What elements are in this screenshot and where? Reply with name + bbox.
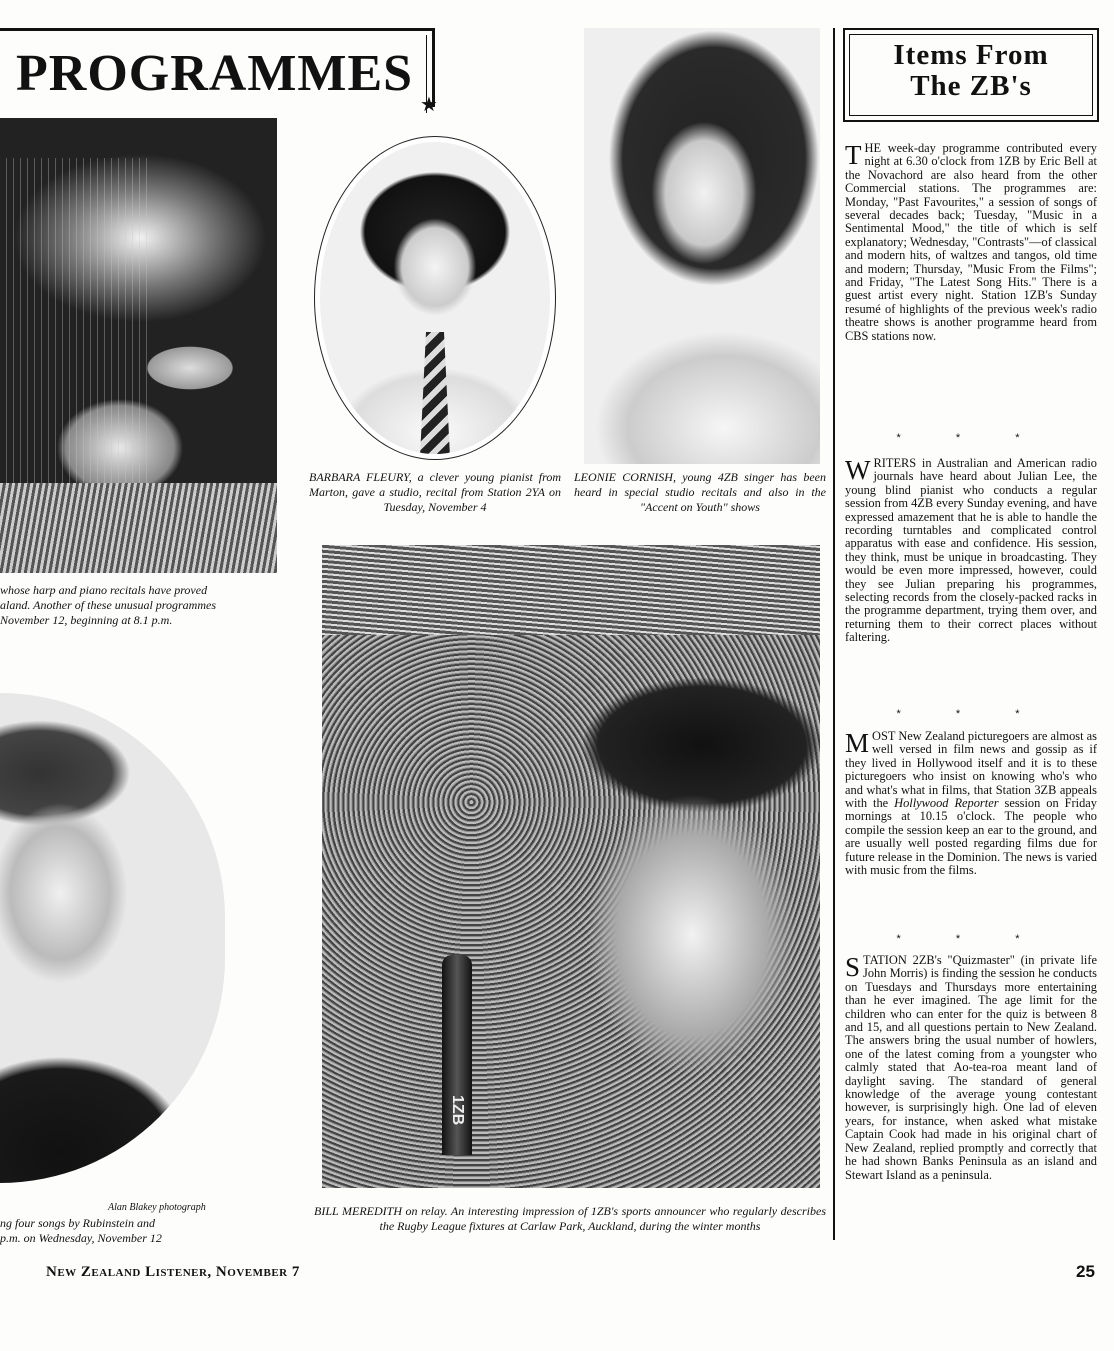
- barbara-caption: BARBARA FLEURY, a clever young pianist from Marton, gave a studio, recital from Station 2YA on Tuesday, November 4: [309, 470, 561, 514]
- grandstand: [322, 545, 820, 635]
- harp-caption-line: November 12, beginning at 8.1 p.m.: [0, 613, 173, 627]
- drop-cap: S: [845, 952, 861, 982]
- column-item: [845, 954, 1097, 1182]
- column-title-line2: The ZB's: [910, 70, 1032, 102]
- separator-stars: * * *: [896, 432, 1046, 444]
- bill-meredith-crowd-photo: [322, 545, 820, 1188]
- column-item-body: RITERS in Australian and American radio journals have heard about Julian Lee, the young blind pianist who conducts a regular session from 4ZB every Sunday evening, and have expressed amazement that he is able to handle the recording turntables and complicated control apparatus with ease and confidence. His session, they think, must be unique in broadcasting. They would be even more impressed, however, could they see Julian preparing his programmes, selecting records from the closely-packed racks in the programme department, trying them over, and returning them to their correct places without faltering.: [845, 456, 1097, 645]
- column-item-body: HE week-day programme contributed every night at 6.30 o'clock from 1ZB by Eric Bell at the Novachord are also heard from the other Commercial stations. The programmes are: Monday, "Past Favourites," a session of songs of several decades back; Tuesday, "Music in a Sentimental Mood," the title of which is self explanatory; Wednesday, "Contrasts"—of classical and modern hits, of waltzes and tangos, old time and modern; Thursday, "Music From the Films"; and Friday, "The Latest Song Hits." There is a guest artist every night. Station 1ZB's Sunday resumé of highlights of the previous week's radio theatre shows is another programme heard from CBS stations now.: [845, 141, 1097, 343]
- page-number: 25: [1076, 1262, 1095, 1281]
- column-title-line1: Items From: [893, 39, 1049, 71]
- harp-strings: [0, 158, 150, 508]
- drop-cap: M: [845, 728, 870, 758]
- column-item-body: TATION 2ZB's "Quizmaster" (in private life John Morris) is finding the session he conducts on Tuesdays and Thursdays more entertaining than he ever imagined. The age limit for the children who can enter for the quiz is between 8 and 15, and all questions pertain to New Zealand. The answers bring the usual number of howlers, one of the latest coming from a youngster who calmly stated that Ao-tea-roa meant land of daylight saving. The standard of general knowledge of the average young contestant however, is surprisingly high. One lad of eleven years, for instance, when asked what mistake Captain Cook had made in his original chart of New Zealand, replied promptly and correctly that he had shown Banks Peninsula as an island and Stewart Island as a peninsula.: [845, 953, 1097, 1182]
- stage-floor: [0, 483, 277, 573]
- column-item-text: [845, 457, 1097, 645]
- column-title: [849, 40, 1093, 102]
- column-item: [845, 142, 1097, 343]
- column-item-text: [845, 142, 1097, 343]
- column-item: [845, 457, 1097, 645]
- photo-credit: Alan Blakey photograph: [108, 1202, 206, 1213]
- separator-stars: * * *: [896, 933, 1046, 945]
- singer-caption: [0, 1216, 240, 1246]
- singer-portrait-photo: [0, 693, 225, 1183]
- column-item-text: [845, 954, 1097, 1182]
- harp-caption-line: whose harp and piano recitals have proved: [0, 583, 208, 597]
- leonie-cornish-photo: [584, 28, 820, 464]
- column-item-body: session on Friday mornings at 10.15 o'clock. The people who compile the session keep an ear to the ground, and are usually well posted regarding films due for future release in the Dominion. The news is varied with music from the films.: [845, 796, 1097, 878]
- column-item: [845, 730, 1097, 877]
- striped-tie: [420, 332, 450, 454]
- show-title: Hollywood Reporter: [894, 796, 999, 811]
- column-item-body: OST New Zealand picturegoers are almost as well versed in film news and gossip as if they lived in Hollywood itself and it is to these picturegoers who insist on knowing who's who and what's what in films, that Station 3ZB appeals with the: [845, 729, 1097, 811]
- harp-caption: [0, 583, 277, 628]
- column-rule: [833, 28, 835, 1240]
- harpist-photo: [0, 118, 277, 573]
- barbara-fleury-photo: [320, 142, 550, 454]
- page-title: PROGRAMMES: [16, 45, 414, 102]
- microphone-icon: [442, 955, 472, 1155]
- star-ornament-icon: ★: [420, 94, 438, 116]
- publication-footer: New Zealand Listener, November 7: [46, 1264, 300, 1280]
- drop-cap: T: [845, 140, 862, 170]
- microphone-label: 1ZB: [449, 1095, 466, 1126]
- bill-caption: BILL MEREDITH on relay. An interesting impression of 1ZB's sports announcer who regularly describes the Rugby League fixtures at Carlaw Park, Auckland, during the winter months: [314, 1204, 826, 1233]
- column-item-text: [845, 730, 1097, 877]
- separator-stars: * * *: [896, 708, 1046, 720]
- singer-caption-line: ng four songs by Rubinstein and: [0, 1216, 155, 1230]
- singer-caption-line: p.m. on Wednesday, November 12: [0, 1231, 162, 1245]
- harp-caption-line: aland. Another of these unusual programmes: [0, 598, 216, 612]
- leonie-caption: LEONIE CORNISH, young 4ZB singer has been heard in special studio recitals and also in the "Accent on Youth" shows: [574, 470, 826, 514]
- drop-cap: W: [845, 455, 871, 485]
